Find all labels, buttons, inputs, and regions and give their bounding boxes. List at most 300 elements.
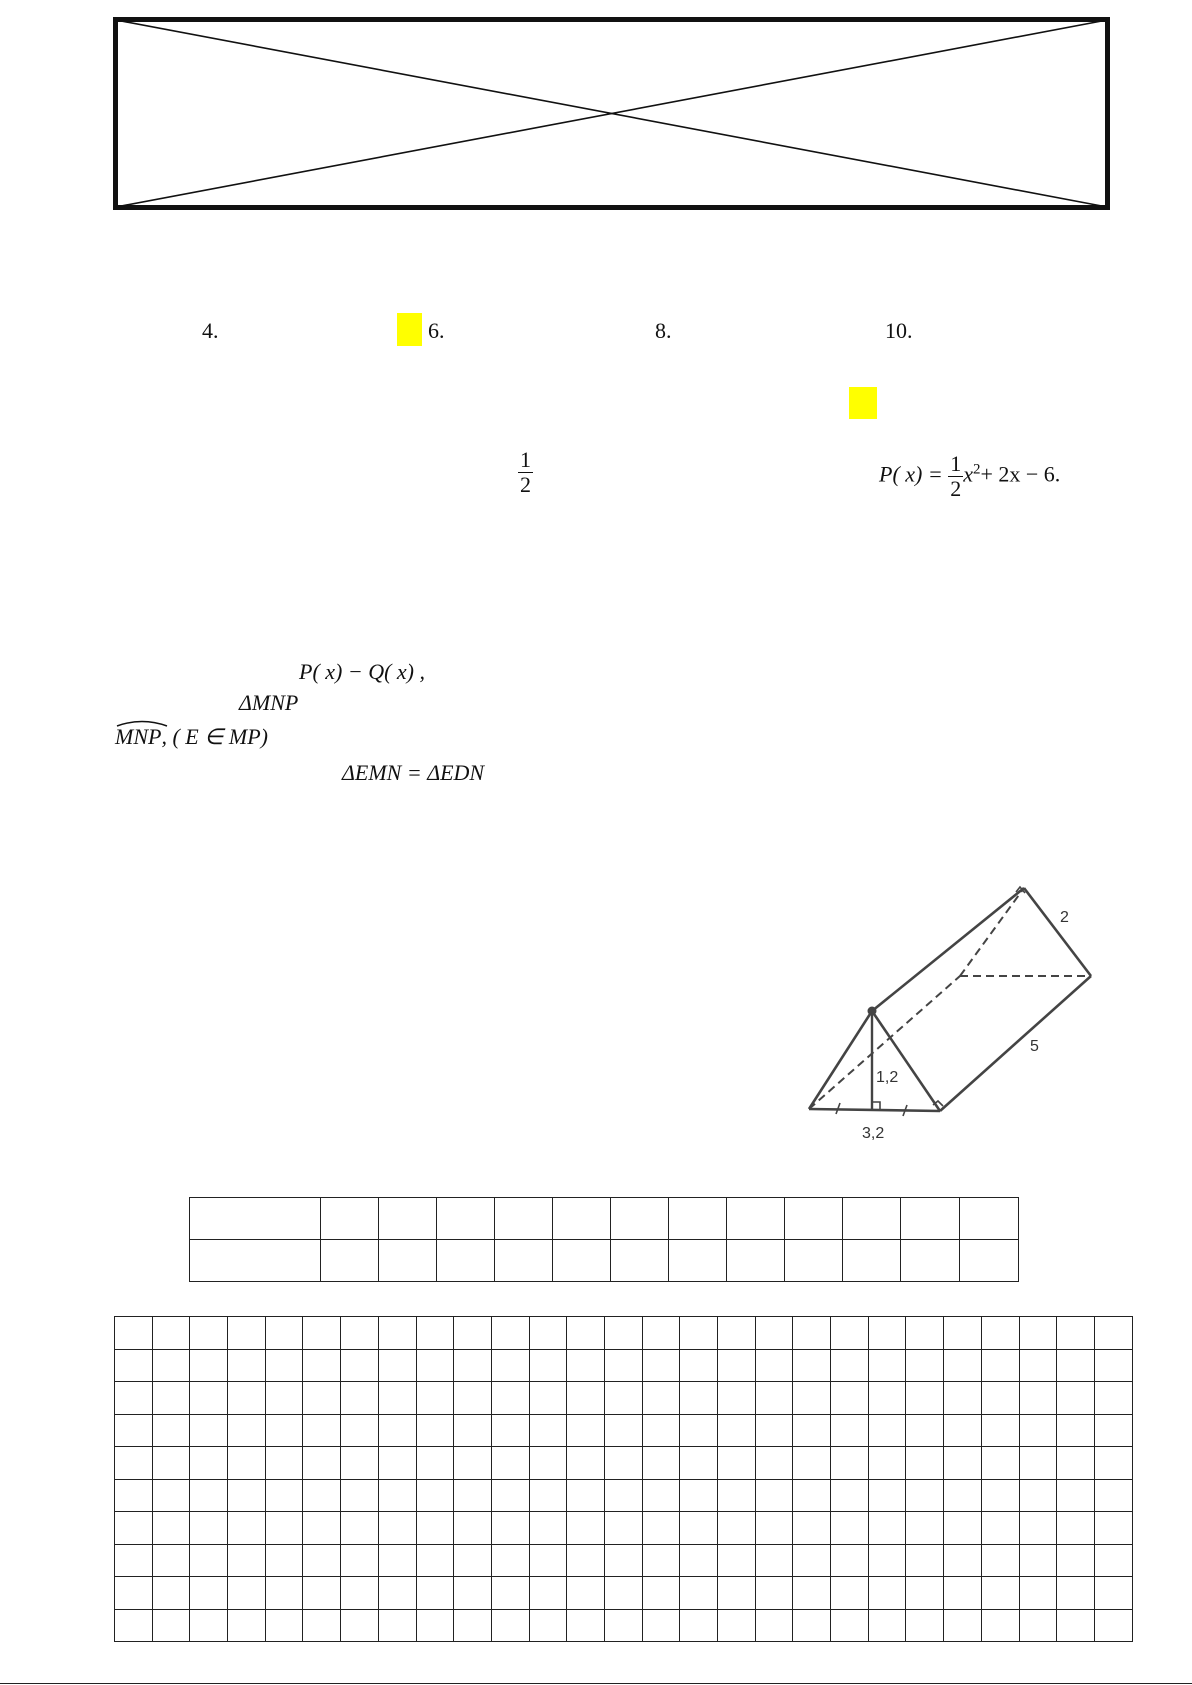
grid-cell[interactable] xyxy=(567,1609,605,1642)
grid-cell[interactable] xyxy=(416,1479,454,1512)
grid-cell[interactable] xyxy=(378,1447,416,1480)
grid-cell[interactable] xyxy=(115,1382,153,1415)
grid-cell[interactable] xyxy=(115,1479,153,1512)
grid-cell[interactable] xyxy=(416,1512,454,1545)
highlight-mark-2 xyxy=(849,387,877,419)
grid-cell[interactable] xyxy=(981,1349,1019,1382)
grid-cell[interactable] xyxy=(341,1447,379,1480)
grid-cell[interactable] xyxy=(341,1317,379,1350)
grid-cell[interactable] xyxy=(190,1544,228,1577)
grid-cell[interactable] xyxy=(567,1544,605,1577)
grid-cell[interactable] xyxy=(1057,1382,1095,1415)
grid-cell[interactable] xyxy=(755,1577,793,1610)
grid-cell[interactable] xyxy=(152,1317,190,1350)
grid-cell[interactable] xyxy=(190,1447,228,1480)
grid-cell[interactable] xyxy=(680,1609,718,1642)
grid-cell[interactable] xyxy=(831,1577,869,1610)
grid-cell[interactable] xyxy=(567,1577,605,1610)
grid-cell[interactable] xyxy=(341,1382,379,1415)
grid-cell[interactable] xyxy=(642,1544,680,1577)
grid-cell[interactable] xyxy=(755,1544,793,1577)
grid-cell[interactable] xyxy=(303,1609,341,1642)
grid-cell[interactable] xyxy=(152,1479,190,1512)
grid-cell[interactable] xyxy=(190,1609,228,1642)
grid-cell[interactable] xyxy=(529,1479,567,1512)
grid-cell[interactable] xyxy=(303,1479,341,1512)
grid-cell[interactable] xyxy=(981,1577,1019,1610)
grid-cell[interactable] xyxy=(1094,1577,1132,1610)
grid-cell[interactable] xyxy=(454,1544,492,1577)
grid-cell[interactable] xyxy=(906,1577,944,1610)
grid-cell[interactable] xyxy=(868,1544,906,1577)
grid-cell[interactable] xyxy=(718,1447,756,1480)
grid-cell[interactable] xyxy=(718,1349,756,1382)
grid-cell[interactable] xyxy=(1057,1447,1095,1480)
option-number-10: 10. xyxy=(885,318,913,343)
grid-cell[interactable] xyxy=(1094,1609,1132,1642)
prism-label-height: 1,2 xyxy=(876,1069,899,1086)
grid-row xyxy=(115,1447,1133,1480)
grid-cell[interactable] xyxy=(567,1512,605,1545)
grid-row xyxy=(115,1544,1133,1577)
grid-cell[interactable] xyxy=(793,1577,831,1610)
prism-label-side: 5 xyxy=(1030,1038,1039,1055)
grid-cell[interactable] xyxy=(567,1382,605,1415)
grid-cell[interactable] xyxy=(491,1414,529,1447)
option-number-4: 4. xyxy=(202,318,219,343)
grid-cell[interactable] xyxy=(265,1349,303,1382)
grid-cell[interactable] xyxy=(378,1544,416,1577)
grid-cell[interactable] xyxy=(303,1512,341,1545)
grid-cell[interactable] xyxy=(152,1447,190,1480)
grid-cell[interactable] xyxy=(341,1479,379,1512)
grid-cell[interactable] xyxy=(1094,1382,1132,1415)
grid-cell[interactable] xyxy=(341,1577,379,1610)
grid-cell[interactable] xyxy=(115,1544,153,1577)
grid-cell[interactable] xyxy=(416,1544,454,1577)
answer-table xyxy=(189,1197,1019,1282)
grid-cell[interactable] xyxy=(341,1544,379,1577)
grid-cell[interactable] xyxy=(115,1349,153,1382)
grid-cell[interactable] xyxy=(793,1479,831,1512)
grid-cell[interactable] xyxy=(190,1317,228,1350)
grid-cell[interactable] xyxy=(1019,1447,1057,1480)
grid-cell[interactable] xyxy=(491,1577,529,1610)
grid-cell[interactable] xyxy=(1094,1544,1132,1577)
grid-cell[interactable] xyxy=(604,1349,642,1382)
grid-cell[interactable] xyxy=(680,1414,718,1447)
grid-cell[interactable] xyxy=(944,1382,982,1415)
grid-cell[interactable] xyxy=(265,1577,303,1610)
grid-cell[interactable] xyxy=(680,1317,718,1350)
grid-cell[interactable] xyxy=(642,1577,680,1610)
grid-cell[interactable] xyxy=(228,1414,266,1447)
grid-cell[interactable] xyxy=(115,1414,153,1447)
grid-cell[interactable] xyxy=(378,1349,416,1382)
prism-label-base: 3,2 xyxy=(862,1125,885,1142)
triangle-mnp: ΔMNP xyxy=(239,690,299,715)
grid-cell[interactable] xyxy=(341,1512,379,1545)
grid-cell[interactable] xyxy=(303,1349,341,1382)
grid-cell[interactable] xyxy=(454,1382,492,1415)
grid-cell[interactable] xyxy=(906,1512,944,1545)
grid-cell[interactable] xyxy=(906,1317,944,1350)
grid-cell[interactable] xyxy=(1057,1512,1095,1545)
grid-cell[interactable] xyxy=(793,1414,831,1447)
grid-cell[interactable] xyxy=(906,1447,944,1480)
grid-cell[interactable] xyxy=(378,1512,416,1545)
grid-cell[interactable] xyxy=(454,1577,492,1610)
grid-cell[interactable] xyxy=(152,1349,190,1382)
grid-cell[interactable] xyxy=(755,1479,793,1512)
grid-cell[interactable] xyxy=(454,1349,492,1382)
congruence-statement: ΔEMN = ΔEDN xyxy=(342,760,485,785)
grid-row xyxy=(115,1349,1133,1382)
grid-cell[interactable] xyxy=(190,1577,228,1610)
grid-cell[interactable] xyxy=(680,1382,718,1415)
grid-cell[interactable] xyxy=(604,1609,642,1642)
grid-cell[interactable] xyxy=(718,1479,756,1512)
grid-cell[interactable] xyxy=(303,1414,341,1447)
grid-cell[interactable] xyxy=(115,1609,153,1642)
grid-cell[interactable] xyxy=(944,1317,982,1350)
grid-cell[interactable] xyxy=(680,1349,718,1382)
grid-cell[interactable] xyxy=(981,1609,1019,1642)
grid-cell[interactable] xyxy=(228,1447,266,1480)
grid-cell[interactable] xyxy=(868,1414,906,1447)
grid-cell[interactable] xyxy=(868,1382,906,1415)
grid-cell[interactable] xyxy=(341,1414,379,1447)
grid-cell[interactable] xyxy=(1019,1317,1057,1350)
grid-cell[interactable] xyxy=(341,1349,379,1382)
grid-cell[interactable] xyxy=(718,1317,756,1350)
grid-cell[interactable] xyxy=(378,1317,416,1350)
grid-cell[interactable] xyxy=(567,1479,605,1512)
grid-cell[interactable] xyxy=(755,1609,793,1642)
grid-cell[interactable] xyxy=(190,1512,228,1545)
grid-cell[interactable] xyxy=(793,1609,831,1642)
grid-cell[interactable] xyxy=(906,1349,944,1382)
grid-cell[interactable] xyxy=(1057,1479,1095,1512)
grid-cell[interactable] xyxy=(115,1577,153,1610)
grid-cell[interactable] xyxy=(567,1349,605,1382)
grid-cell[interactable] xyxy=(378,1414,416,1447)
grid-cell[interactable] xyxy=(944,1512,982,1545)
grid-cell[interactable] xyxy=(190,1414,228,1447)
grid-cell[interactable] xyxy=(152,1609,190,1642)
grid-cell[interactable] xyxy=(491,1544,529,1577)
grid-cell[interactable] xyxy=(529,1349,567,1382)
grid-cell[interactable] xyxy=(642,1479,680,1512)
grid-cell[interactable] xyxy=(642,1447,680,1480)
grid-cell[interactable] xyxy=(1094,1349,1132,1382)
bottom-rule xyxy=(0,1683,1192,1684)
grid-cell[interactable] xyxy=(1019,1479,1057,1512)
grid-cell[interactable] xyxy=(152,1414,190,1447)
grid-cell[interactable] xyxy=(454,1512,492,1545)
grid-cell[interactable] xyxy=(604,1577,642,1610)
grid-cell[interactable] xyxy=(642,1609,680,1642)
grid-cell[interactable] xyxy=(755,1317,793,1350)
grid-cell[interactable] xyxy=(228,1479,266,1512)
grid-cell[interactable] xyxy=(831,1479,869,1512)
grid-cell[interactable] xyxy=(793,1317,831,1350)
grid-cell[interactable] xyxy=(228,1544,266,1577)
grid-cell[interactable] xyxy=(604,1544,642,1577)
grid-cell[interactable] xyxy=(793,1349,831,1382)
grid-cell[interactable] xyxy=(604,1447,642,1480)
grid-row xyxy=(115,1512,1133,1545)
grid-cell[interactable] xyxy=(604,1512,642,1545)
grid-cell[interactable] xyxy=(718,1512,756,1545)
grid-cell[interactable] xyxy=(1057,1317,1095,1350)
header-image-placeholder xyxy=(113,17,1110,210)
grid-cell[interactable] xyxy=(944,1544,982,1577)
grid-cell[interactable] xyxy=(1094,1447,1132,1480)
grid-cell[interactable] xyxy=(868,1577,906,1610)
polynomial-p: P( x) = $\frac{1}{2}$ $x^2+ 2x - 6$. xyxy=(879,451,1061,502)
prism-label-top: 2 xyxy=(1060,909,1069,926)
grid-cell[interactable] xyxy=(981,1447,1019,1480)
grid-cell[interactable] xyxy=(567,1447,605,1480)
grid-cell[interactable] xyxy=(981,1382,1019,1415)
grid-cell[interactable] xyxy=(718,1544,756,1577)
grid-cell[interactable] xyxy=(944,1479,982,1512)
writing-grid xyxy=(114,1316,1133,1642)
grid-cell[interactable] xyxy=(604,1414,642,1447)
grid-cell[interactable] xyxy=(1057,1414,1095,1447)
grid-cell[interactable] xyxy=(1094,1479,1132,1512)
grid-cell[interactable] xyxy=(115,1447,153,1480)
grid-cell[interactable] xyxy=(944,1414,982,1447)
grid-cell[interactable] xyxy=(793,1382,831,1415)
grid-cell[interactable] xyxy=(831,1382,869,1415)
grid-row xyxy=(115,1609,1133,1642)
grid-cell[interactable] xyxy=(642,1414,680,1447)
grid-cell[interactable] xyxy=(831,1447,869,1480)
grid-cell[interactable] xyxy=(265,1447,303,1480)
grid-cell[interactable] xyxy=(680,1512,718,1545)
grid-cell[interactable] xyxy=(906,1479,944,1512)
grid-cell[interactable] xyxy=(642,1512,680,1545)
grid-cell[interactable] xyxy=(642,1382,680,1415)
grid-cell[interactable] xyxy=(228,1382,266,1415)
grid-row xyxy=(115,1577,1133,1610)
grid-cell[interactable] xyxy=(981,1512,1019,1545)
grid-cell[interactable] xyxy=(265,1414,303,1447)
grid-cell[interactable] xyxy=(1057,1609,1095,1642)
grid-cell[interactable] xyxy=(228,1317,266,1350)
grid-cell[interactable] xyxy=(341,1609,379,1642)
grid-cell[interactable] xyxy=(190,1382,228,1415)
grid-cell[interactable] xyxy=(1057,1577,1095,1610)
grid-cell[interactable] xyxy=(1094,1317,1132,1350)
grid-cell[interactable] xyxy=(944,1577,982,1610)
grid-cell[interactable] xyxy=(529,1447,567,1480)
grid-cell[interactable] xyxy=(529,1512,567,1545)
grid-cell[interactable] xyxy=(416,1349,454,1382)
grid-cell[interactable] xyxy=(642,1349,680,1382)
grid-cell[interactable] xyxy=(981,1544,1019,1577)
table-row xyxy=(190,1240,1019,1282)
grid-cell[interactable] xyxy=(755,1512,793,1545)
grid-cell[interactable] xyxy=(944,1609,982,1642)
table-header-cell[interactable] xyxy=(190,1198,321,1240)
grid-cell[interactable] xyxy=(604,1382,642,1415)
grid-row xyxy=(115,1479,1133,1512)
grid-cell[interactable] xyxy=(190,1349,228,1382)
grid-cell[interactable] xyxy=(567,1414,605,1447)
grid-cell[interactable] xyxy=(831,1317,869,1350)
grid-cell[interactable] xyxy=(228,1512,266,1545)
grid-cell[interactable] xyxy=(378,1479,416,1512)
grid-cell[interactable] xyxy=(906,1609,944,1642)
grid-cell[interactable] xyxy=(680,1479,718,1512)
grid-cell[interactable] xyxy=(529,1414,567,1447)
grid-cell[interactable] xyxy=(491,1479,529,1512)
grid-cell[interactable] xyxy=(454,1414,492,1447)
grid-cell[interactable] xyxy=(303,1382,341,1415)
grid-cell[interactable] xyxy=(793,1544,831,1577)
grid-cell[interactable] xyxy=(265,1317,303,1350)
grid-cell[interactable] xyxy=(529,1609,567,1642)
grid-cell[interactable] xyxy=(416,1609,454,1642)
grid-cell[interactable] xyxy=(529,1577,567,1610)
grid-cell[interactable] xyxy=(303,1317,341,1350)
grid-cell[interactable] xyxy=(265,1512,303,1545)
grid-cell[interactable] xyxy=(454,1479,492,1512)
grid-cell[interactable] xyxy=(831,1512,869,1545)
grid-row xyxy=(115,1414,1133,1447)
grid-cell[interactable] xyxy=(1019,1349,1057,1382)
grid-cell[interactable] xyxy=(567,1317,605,1350)
grid-cell[interactable] xyxy=(604,1479,642,1512)
grid-cell[interactable] xyxy=(755,1349,793,1382)
grid-cell[interactable] xyxy=(718,1414,756,1447)
grid-cell[interactable] xyxy=(416,1382,454,1415)
grid-cell[interactable] xyxy=(906,1414,944,1447)
grid-cell[interactable] xyxy=(228,1349,266,1382)
grid-cell[interactable] xyxy=(491,1349,529,1382)
grid-cell[interactable] xyxy=(642,1317,680,1350)
grid-cell[interactable] xyxy=(755,1414,793,1447)
grid-cell[interactable] xyxy=(491,1317,529,1350)
grid-cell[interactable] xyxy=(680,1577,718,1610)
grid-cell[interactable] xyxy=(416,1577,454,1610)
grid-cell[interactable] xyxy=(1094,1414,1132,1447)
grid-cell[interactable] xyxy=(491,1609,529,1642)
grid-cell[interactable] xyxy=(378,1577,416,1610)
grid-cell[interactable] xyxy=(152,1544,190,1577)
grid-cell[interactable] xyxy=(718,1609,756,1642)
grid-cell[interactable] xyxy=(1094,1512,1132,1545)
grid-cell[interactable] xyxy=(265,1544,303,1577)
grid-cell[interactable] xyxy=(228,1609,266,1642)
grid-cell[interactable] xyxy=(303,1577,341,1610)
grid-cell[interactable] xyxy=(604,1317,642,1350)
grid-cell[interactable] xyxy=(491,1382,529,1415)
grid-cell[interactable] xyxy=(1057,1544,1095,1577)
grid-cell[interactable] xyxy=(981,1414,1019,1447)
grid-cell[interactable] xyxy=(1057,1349,1095,1382)
grid-cell[interactable] xyxy=(944,1447,982,1480)
table-row xyxy=(190,1198,1019,1240)
grid-cell[interactable] xyxy=(152,1577,190,1610)
grid-cell[interactable] xyxy=(491,1447,529,1480)
grid-cell[interactable] xyxy=(152,1382,190,1415)
grid-cell[interactable] xyxy=(378,1609,416,1642)
grid-cell[interactable] xyxy=(529,1317,567,1350)
grid-cell[interactable] xyxy=(831,1414,869,1447)
grid-cell[interactable] xyxy=(454,1317,492,1350)
grid-cell[interactable] xyxy=(529,1382,567,1415)
grid-cell[interactable] xyxy=(190,1479,228,1512)
grid-cell[interactable] xyxy=(831,1544,869,1577)
grid-cell[interactable] xyxy=(303,1544,341,1577)
angle-mnp: MNP, ( E ∈ MP) xyxy=(115,724,268,750)
grid-cell[interactable] xyxy=(680,1544,718,1577)
grid-cell[interactable] xyxy=(981,1317,1019,1350)
grid-cell[interactable] xyxy=(944,1349,982,1382)
grid-cell[interactable] xyxy=(680,1447,718,1480)
grid-cell[interactable] xyxy=(868,1479,906,1512)
grid-cell[interactable] xyxy=(1019,1414,1057,1447)
grid-cell[interactable] xyxy=(265,1479,303,1512)
grid-cell[interactable] xyxy=(454,1447,492,1480)
grid-cell[interactable] xyxy=(831,1349,869,1382)
grid-cell[interactable] xyxy=(303,1447,341,1480)
grid-cell[interactable] xyxy=(793,1447,831,1480)
grid-cell[interactable] xyxy=(868,1349,906,1382)
grid-cell[interactable] xyxy=(416,1414,454,1447)
grid-cell[interactable] xyxy=(981,1479,1019,1512)
grid-cell[interactable] xyxy=(152,1512,190,1545)
triangular-prism-figure xyxy=(800,880,1110,1145)
grid-cell[interactable] xyxy=(416,1447,454,1480)
grid-cell[interactable] xyxy=(1019,1609,1057,1642)
grid-cell[interactable] xyxy=(1019,1577,1057,1610)
grid-cell[interactable] xyxy=(868,1512,906,1545)
option-number-8: 8. xyxy=(655,318,672,343)
highlight-mark-1 xyxy=(397,313,422,346)
grid-cell[interactable] xyxy=(228,1577,266,1610)
grid-cell[interactable] xyxy=(265,1382,303,1415)
grid-cell[interactable] xyxy=(868,1609,906,1642)
grid-cell[interactable] xyxy=(1019,1544,1057,1577)
grid-cell[interactable] xyxy=(831,1609,869,1642)
grid-cell[interactable] xyxy=(718,1577,756,1610)
grid-cell[interactable] xyxy=(755,1447,793,1480)
grid-cell[interactable] xyxy=(529,1544,567,1577)
grid-cell[interactable] xyxy=(718,1382,756,1415)
grid-cell[interactable] xyxy=(868,1447,906,1480)
grid-cell[interactable] xyxy=(1019,1512,1057,1545)
grid-cell[interactable] xyxy=(378,1382,416,1415)
grid-cell[interactable] xyxy=(868,1317,906,1350)
grid-cell[interactable] xyxy=(1019,1382,1057,1415)
grid-cell[interactable] xyxy=(906,1382,944,1415)
grid-cell[interactable] xyxy=(115,1317,153,1350)
grid-cell[interactable] xyxy=(755,1382,793,1415)
grid-cell[interactable] xyxy=(265,1609,303,1642)
grid-cell[interactable] xyxy=(115,1512,153,1545)
grid-cell[interactable] xyxy=(906,1544,944,1577)
grid-cell[interactable] xyxy=(793,1512,831,1545)
grid-cell[interactable] xyxy=(416,1317,454,1350)
grid-cell[interactable] xyxy=(454,1609,492,1642)
grid-cell[interactable] xyxy=(491,1512,529,1545)
fraction-one-half: $\frac{1}{2}$ xyxy=(520,447,531,498)
